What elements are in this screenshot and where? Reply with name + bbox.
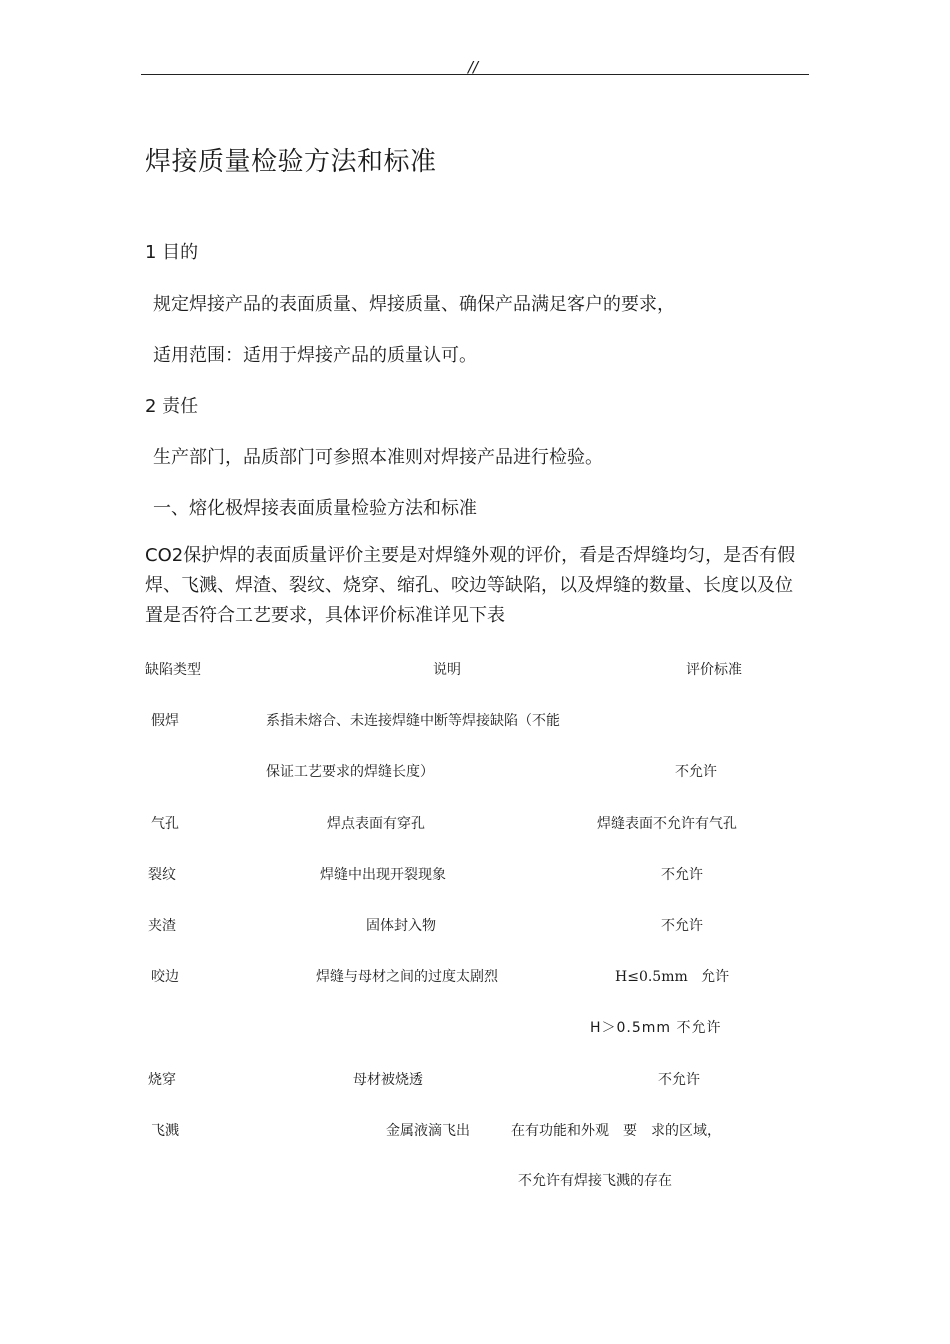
table-header-type: 缺陷类型	[145, 662, 201, 678]
table-row-type: 飞溅	[151, 1123, 179, 1139]
table-row-type: 假焊	[151, 713, 179, 729]
table-row-standard: H≤0.5mm 允许	[615, 969, 730, 985]
table-row-description: 焊缝中出现开裂现象	[320, 867, 446, 883]
table-row-description: 焊点表面有穿孔	[327, 816, 425, 832]
table-row-standard-cont: H＞0.5mm 不允许	[590, 1020, 722, 1036]
section-2-responsibility: 生产部门，品质部门可参照本准则对焊接产品进行检验。	[153, 447, 603, 468]
table-row-description: 金属液滴飞出	[386, 1123, 470, 1139]
table-row-description: 焊缝与母材之间的过度太剧烈	[316, 969, 498, 985]
section-1-scope: 适用范围：适用于焊接产品的质量认可。	[153, 345, 477, 366]
table-row-description-cont: 保证工艺要求的焊缝长度）	[266, 764, 434, 780]
intro-paragraph: CO2保护焊的表面质量评价主要是对焊缝外观的评价，看是否焊缝均匀，是否有假焊、飞溅、焊渣、裂纹、烧穿、缩孔、咬边等缺陷，以及焊缝的数量、长度以及位置是否符合工艺要求，具体评价标准详见下表	[145, 545, 796, 626]
table-row-standard: 不允许	[658, 1072, 700, 1088]
table-row-description: 固体封入物	[366, 918, 436, 934]
table-row-standard: 不允许	[661, 918, 703, 934]
table-header-standard: 评价标准	[686, 662, 742, 678]
header-rule	[141, 74, 809, 75]
table-header-description: 说明	[433, 662, 461, 678]
table-row-description: 系指未熔合、未连接焊缝中断等焊接缺陷（不能	[266, 713, 560, 729]
table-row-standard: 在有功能和外观 要 求的区域，	[511, 1123, 721, 1139]
section-2-heading: 2 责任	[145, 396, 199, 417]
table-row-standard-cont: 不允许有焊接飞溅的存在	[518, 1173, 672, 1189]
table-row-standard: 焊缝表面不允许有气孔	[597, 816, 737, 832]
table-row-type: 烧穿	[148, 1072, 176, 1088]
table-row-type: 气孔	[151, 816, 179, 832]
table-row-type: 夹渣	[148, 918, 176, 934]
subsection-heading: 一、熔化极焊接表面质量检验方法和标准	[153, 498, 477, 519]
document-title: 焊接质量检验方法和标准	[145, 147, 437, 177]
table-row-type: 裂纹	[148, 867, 176, 883]
table-row-description: 母材被烧透	[353, 1072, 423, 1088]
header-mark: //	[468, 58, 479, 76]
table-row-standard: 不允许	[675, 764, 717, 780]
section-1-purpose: 规定焊接产品的表面质量、焊接质量、确保产品满足客户的要求，	[153, 294, 675, 315]
table-row-standard: 不允许	[661, 867, 703, 883]
table-row-type: 咬边	[151, 969, 179, 985]
section-1-heading: 1 目的	[145, 242, 199, 263]
